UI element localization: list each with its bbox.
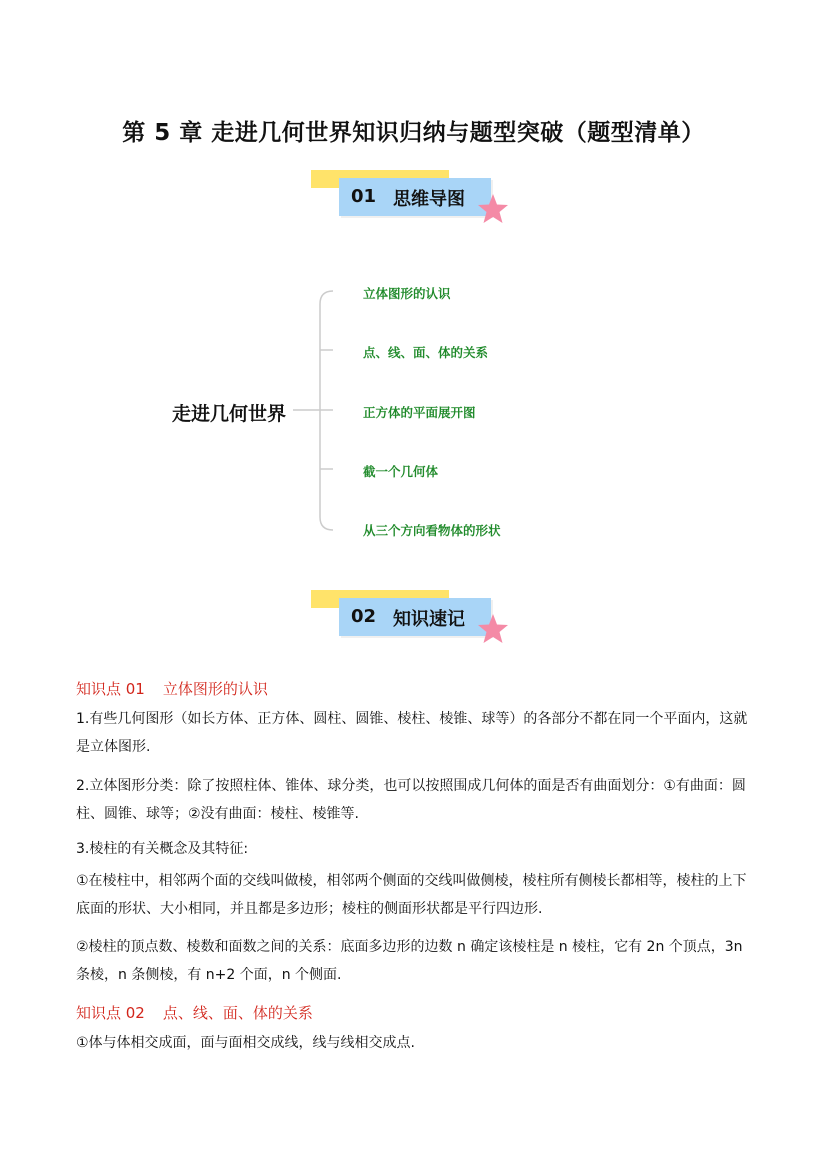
paragraph: 2.立体图形分类：除了按照柱体、锥体、球分类，也可以按照围成几何体的面是否有曲面划分：①有曲面：圆柱、圆锥、球等；②没有曲面：棱柱、棱锥等. [76, 778, 746, 822]
section-label: 知识速记 [393, 609, 465, 630]
paragraph: 3.棱柱的有关概念及其特征: [76, 841, 249, 857]
knowledge-point-heading [76, 1002, 313, 1023]
section-banner-knowledge [311, 590, 511, 650]
knowledge-point-tag: 知识点 01 [76, 680, 145, 698]
section-number: 02 [351, 606, 377, 627]
knowledge-point-tag: 知识点 02 [76, 1004, 145, 1022]
mindmap-root: 走进几何世界 [172, 403, 287, 425]
mindmap-branch: 正方体的平面展开图 [363, 405, 476, 420]
paragraph: 1.有些几何图形（如长方体、正方体、圆柱、圆锥、棱柱、棱锥、球等）的各部分不都在同一个平面内，这就是立体图形. [76, 711, 748, 755]
section-label: 思维导图 [393, 189, 465, 210]
paragraph: ②棱柱的顶点数、棱数和面数之间的关系：底面多边形的边数 n 确定该棱柱是 n 棱柱，它有 2n 个顶点，3n 条棱，n 条侧棱，有 n+2 个面，n 个侧面. [76, 939, 743, 983]
star-icon [476, 612, 510, 646]
page-title: 第 5 章 走进几何世界知识归纳与题型突破（题型清单） [122, 120, 705, 146]
knowledge-point-heading [76, 678, 268, 699]
paragraph: ①在棱柱中，相邻两个面的交线叫做棱，相邻两个侧面的交线叫做侧棱，棱柱所有侧棱长都相等，棱柱的上下底面的形状、大小相同，并且都是多边形；棱柱的侧面形状都是平行四边形. [76, 873, 747, 917]
mindmap-branch: 截一个几何体 [363, 464, 439, 479]
knowledge-point-title: 点、线、面、体的关系 [162, 1004, 313, 1022]
paragraph: ①体与体相交成面，面与面相交成线，线与线相交成点. [76, 1035, 415, 1051]
mindmap-branch: 立体图形的认识 [363, 286, 451, 301]
mindmap-branch: 从三个方向看物体的形状 [363, 523, 501, 538]
knowledge-point-title: 立体图形的认识 [162, 680, 268, 698]
mindmap-branch: 点、线、面、体的关系 [363, 345, 489, 360]
section-number: 01 [351, 186, 377, 207]
